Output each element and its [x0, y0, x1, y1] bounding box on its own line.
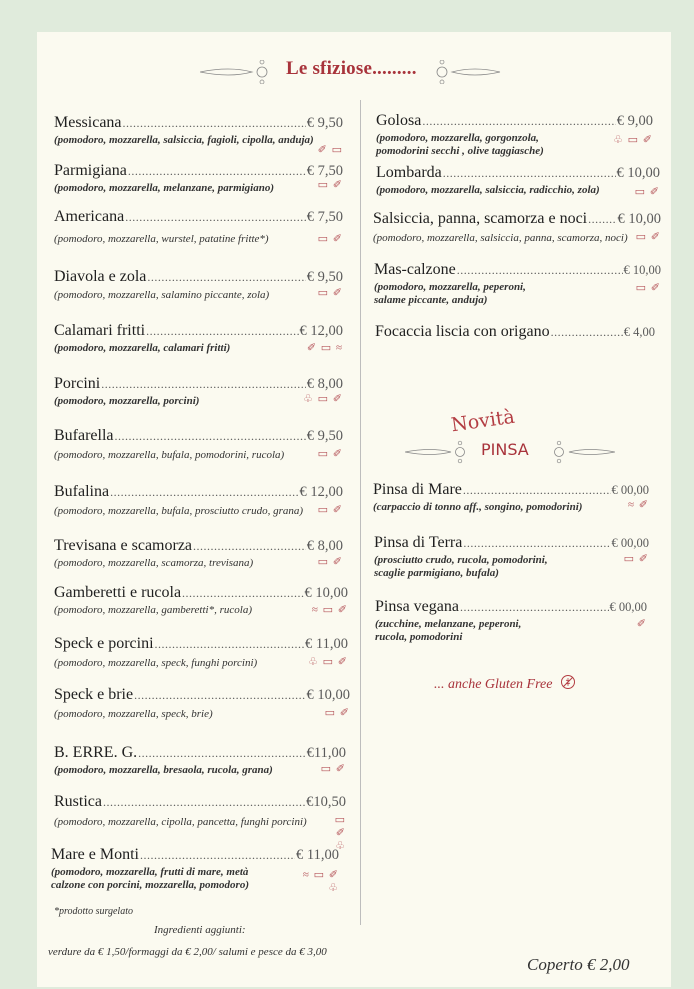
item-price: € 10,00: [304, 585, 348, 601]
allergen-icons: ▭ ✐: [635, 282, 661, 294]
allergen-icons: ✐ ▭: [317, 144, 343, 156]
dot-leader: [147, 270, 305, 285]
allergen-icons: ▭ ✐: [317, 233, 343, 245]
allergen-icons: ≈ ▭ ✐: [311, 604, 348, 616]
item-price: € 8,00: [306, 538, 343, 554]
dot-leader: [182, 586, 303, 601]
dot-leader: [588, 212, 616, 227]
item-price: € 00,00: [611, 483, 649, 497]
item-name: B. ERRE. G.: [54, 744, 138, 761]
item-description: (pomodoro, mozzarella, bufala, prosciutto crudo, grana): [54, 505, 304, 517]
item-price: € 00,00: [611, 536, 649, 550]
item-description: (pomodoro, mozzarella, gamberetti*, rucola): [54, 604, 252, 616]
menu-item: [374, 261, 661, 307]
item-price: € 7,50: [306, 163, 343, 179]
item-description: (pomodoro, mozzarella, bufala, pomodorini, rucola): [54, 449, 285, 461]
item-name: Focaccia liscia con origano: [375, 323, 550, 340]
allergen-icons: ♧ ▭ ✐: [308, 656, 348, 668]
page-title: Le sfiziose.........: [286, 58, 417, 79]
column-divider: [360, 100, 361, 925]
item-price: € 12,00: [299, 484, 343, 500]
item-description: (prosciutto crudo, rucola, pomodorini, scaglie parmigiano, bufala): [374, 554, 548, 579]
allergen-icons: ✐ ▭ ≈: [306, 342, 343, 354]
extra-ingredients-prices: verdure da € 1,50/formaggi da € 2,00/ salumi e pesce da € 3,00: [48, 946, 327, 958]
extra-ingredients-title: Ingredienti aggiunti:: [154, 924, 246, 936]
dot-leader: [457, 263, 623, 278]
section-header: [200, 56, 500, 86]
menu-item: [54, 375, 343, 408]
ornament-right-icon: [428, 60, 508, 84]
allergen-icons: ▭ ✐: [320, 763, 346, 775]
item-description: (pomodoro, mozzarella, cipolla, pancetta, funghi porcini): [54, 816, 307, 828]
allergen-icons: ≈ ✐: [627, 499, 649, 511]
item-price: € 9,50: [306, 115, 343, 131]
item-price: € 11,00: [305, 636, 348, 652]
allergen-icons: ♧ ▭ ✐: [613, 134, 653, 146]
item-price: €11,00: [306, 745, 346, 761]
dot-leader: [115, 429, 306, 444]
item-name: Speck e porcini: [54, 635, 154, 652]
allergen-icons: ✐: [636, 618, 647, 630]
menu-item: [54, 427, 343, 462]
item-name: Parmigiana: [54, 162, 127, 179]
allergen-icons: ≈ ▭ ✐ ♧: [302, 869, 339, 894]
menu-item: [54, 322, 343, 355]
dot-leader: [101, 377, 306, 392]
dot-leader: [103, 795, 305, 810]
novita-label: Novità: [449, 405, 517, 437]
menu-item: [373, 210, 661, 245]
item-name: Americana: [54, 208, 125, 225]
allergen-icons: ▭ ✐: [635, 231, 661, 243]
item-name: Trevisana e scamorza: [54, 537, 193, 554]
item-name: Pinsa di Mare: [373, 481, 462, 498]
item-name: Rustica: [54, 793, 102, 810]
menu-item: [375, 323, 655, 341]
dot-leader: [155, 637, 305, 652]
dot-leader: [422, 114, 615, 129]
item-description: (pomodoro, mozzarella, salamino piccante, zola): [54, 289, 270, 301]
item-name: Bufarella: [54, 427, 114, 444]
item-description: (pomodoro, mozzarella, frutti di mare, metà calzone con porcini, mozzarella, pomodoro): [51, 866, 250, 891]
item-name: Diavola e zola: [54, 268, 147, 285]
allergen-icons: ▭ ✐: [634, 186, 660, 198]
item-price: € 10,00: [616, 165, 660, 181]
item-description: (pomodoro, mozzarella, peperoni, salame piccante, anduja): [374, 281, 526, 306]
dot-leader: [463, 536, 610, 551]
item-name: Salsiccia, panna, scamorza e noci: [373, 210, 588, 227]
dot-leader: [134, 688, 305, 703]
item-price: € 9,50: [306, 428, 343, 444]
item-description: (pomodoro, mozzarella, wurstel, patatine fritte*): [54, 233, 269, 245]
allergen-icons: ▭ ✐: [324, 707, 350, 719]
allergen-icons: ▭ ✐ ♧: [334, 814, 346, 852]
frozen-note: *prodotto surgelato: [54, 906, 133, 917]
item-price: € 10,00: [617, 211, 661, 227]
dot-leader: [140, 848, 295, 863]
item-description: (pomodoro, mozzarella, scamorza, trevisana): [54, 557, 254, 569]
item-name: Mas-calzone: [374, 261, 456, 278]
menu-item: [54, 114, 343, 156]
item-name: Porcini: [54, 375, 101, 392]
menu-item: [376, 112, 653, 158]
menu-item: [54, 268, 343, 302]
gluten-free-text: ... anche Gluten Free: [434, 677, 553, 692]
menu-item: [54, 584, 348, 617]
item-description: (pomodoro, mozzarella, salsiccia, fagioli, cipolla, anduja): [54, 134, 314, 146]
item-description: (carpaccio di tonno aff., songino, pomodorini): [373, 501, 583, 513]
gluten-free-note: [434, 674, 576, 693]
dot-leader: [123, 116, 306, 131]
item-description: (pomodoro, mozzarella, salsiccia, panna, scamorza, noci): [373, 232, 628, 244]
item-name: Bufalina: [54, 483, 110, 500]
item-name: Messicana: [54, 114, 122, 131]
allergen-icons: ▭ ✐: [317, 287, 343, 299]
item-name: Gamberetti e rucola: [54, 584, 182, 601]
item-price: € 8,00: [306, 376, 343, 392]
allergen-icons: ♧ ▭ ✐: [303, 393, 343, 405]
dot-leader: [193, 539, 306, 554]
item-description: (pomodoro, mozzarella, speck, funghi porcini): [54, 657, 258, 669]
dot-leader: [125, 210, 306, 225]
allergen-icons: ▭ ✐: [317, 179, 343, 191]
dot-leader: [460, 600, 609, 615]
menu-item: [373, 481, 649, 514]
ornament-right-icon: [545, 440, 615, 464]
dot-leader: [128, 164, 306, 179]
dot-leader: [138, 746, 306, 761]
dot-leader: [443, 166, 616, 181]
item-price: € 9,50: [306, 269, 343, 285]
menu-item: [51, 846, 339, 892]
allergen-icons: ▭ ✐: [317, 556, 343, 568]
menu-item: [374, 534, 649, 580]
item-price: € 00,00: [609, 600, 647, 614]
item-price: € 10,00: [306, 687, 350, 703]
item-price: € 12,00: [299, 323, 343, 339]
item-name: Pinsa vegana: [375, 598, 459, 615]
menu-item: [54, 483, 343, 518]
menu-item: [54, 537, 343, 570]
pinsa-header: [405, 438, 615, 466]
dot-leader: [551, 325, 623, 340]
item-name: Mare e Monti: [51, 846, 139, 863]
item-name: Speck e brie: [54, 686, 134, 703]
item-price: €10,50: [306, 794, 346, 810]
item-name: Lombarda: [376, 164, 442, 181]
item-description: (pomodoro, mozzarella, porcini): [54, 395, 200, 407]
allergen-icons: ▭ ✐: [317, 504, 343, 516]
dot-leader: [110, 485, 298, 500]
item-price: € 9,00: [616, 113, 653, 129]
item-name: Calamari fritti: [54, 322, 146, 339]
menu-item: [54, 686, 350, 721]
menu-item: [54, 744, 346, 777]
dot-leader: [463, 483, 611, 498]
item-price: € 11,00: [296, 847, 339, 863]
menu-item: [376, 164, 660, 197]
allergen-icons: ▭ ✐: [317, 448, 343, 460]
pinsa-title: PINSA: [481, 440, 529, 459]
menu-item: [54, 208, 343, 246]
cover-charge: Coperto € 2,00: [527, 955, 630, 974]
menu-item: [54, 635, 348, 670]
item-price: € 7,50: [306, 209, 343, 225]
item-price: € 4,00: [623, 325, 655, 339]
menu-item: [54, 162, 343, 195]
dot-leader: [146, 324, 298, 339]
item-description: (pomodoro, mozzarella, calamari fritti): [54, 342, 231, 354]
menu-item: [375, 598, 647, 644]
item-description: (zucchine, melanzane, peperoni, rucola, pomodorini: [375, 618, 522, 643]
ornament-left-icon: [405, 440, 475, 464]
item-description: (pomodoro, mozzarella, salsiccia, radicchio, zola): [376, 184, 600, 196]
item-description: (pomodoro, mozzarella, melanzane, parmigiano): [54, 182, 275, 194]
item-description: (pomodoro, mozzarella, speck, brie): [54, 708, 213, 720]
item-description: (pomodoro, mozzarella, gorgonzola, pomodorini secchi , olive taggiasche): [376, 132, 544, 157]
ornament-left-icon: [200, 60, 280, 84]
allergen-icons: ▭ ✐: [623, 553, 649, 565]
item-name: Golosa: [376, 112, 422, 129]
menu-item: [54, 793, 346, 852]
gluten-free-icon: [560, 674, 576, 690]
item-description: (pomodoro, mozzarella, bresaola, rucola, grana): [54, 764, 273, 776]
item-price: € 10,00: [623, 263, 661, 277]
item-name: Pinsa di Terra: [374, 534, 463, 551]
